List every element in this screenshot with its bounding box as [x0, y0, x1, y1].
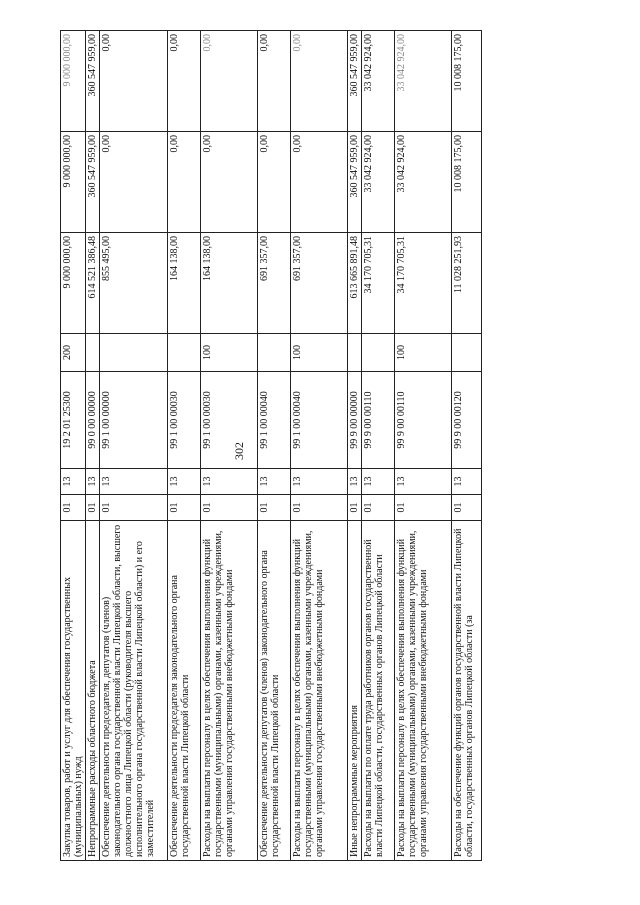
- row-name: Закупка товаров, работ и услуг для обеспечения государственных (муниципальных) нужд: [61, 521, 86, 861]
- row-pr-code: 13: [348, 469, 362, 495]
- row-name: Обеспечение деятельности председателя законодательного органа государственной власти Липецкой области: [168, 521, 201, 861]
- row-gr-code: 01: [61, 495, 86, 521]
- row-gr-code: 01: [452, 495, 482, 521]
- row-vr-code: 100: [201, 334, 258, 372]
- row-amount-2: 360 547 959,00: [348, 132, 362, 233]
- row-csr-code: 99 9 00 00110: [362, 372, 395, 469]
- row-amount-1: 691 357,00: [291, 233, 348, 334]
- table-row: [86, 31, 100, 861]
- row-amount-2: 0,00: [291, 132, 348, 233]
- row-amount-1: 614 521 386,48: [86, 233, 100, 334]
- table-row: [168, 31, 201, 861]
- row-amount-3: 360 547 959,00: [86, 31, 100, 132]
- row-amount-3: 0,00: [258, 31, 291, 132]
- row-amount-1: 691 357,00: [258, 233, 291, 334]
- row-csr-code: 19 2 01 25300: [61, 372, 86, 469]
- row-csr-code: 99 1 00 00040: [258, 372, 291, 469]
- row-amount-1: 855 495,00: [100, 233, 168, 334]
- row-name: Расходы на выплаты персоналу в целях обеспечения выполнения функций государственными (муниципальными) органами, казенными учреждениями, органами управления государственными внебюджетными фондами: [201, 521, 258, 861]
- row-amount-3: 33 042 924,00: [395, 31, 452, 132]
- table-row: [452, 31, 482, 861]
- row-pr-code: 13: [168, 469, 201, 495]
- row-csr-code: 99 1 00 00030: [168, 372, 201, 469]
- row-pr-code: 13: [201, 469, 258, 495]
- budget-table-sheet: [60, 31, 475, 861]
- table-row: [100, 31, 168, 861]
- row-amount-2: 0,00: [258, 132, 291, 233]
- row-amount-1: 9 000 000,00: [61, 233, 86, 334]
- row-amount-3: 0,00: [100, 31, 168, 132]
- table-row: [201, 31, 258, 861]
- row-name: Непрограммные расходы областного бюджета: [86, 521, 100, 861]
- row-gr-code: 01: [168, 495, 201, 521]
- row-pr-code: 13: [395, 469, 452, 495]
- row-vr-code: [168, 334, 201, 372]
- row-pr-code: 13: [291, 469, 348, 495]
- row-amount-2: 0,00: [201, 132, 258, 233]
- row-csr-code: 99 9 00 00000: [348, 372, 362, 469]
- row-amount-3: 360 547 959,00: [348, 31, 362, 132]
- row-amount-1: 34 170 705,31: [362, 233, 395, 334]
- row-vr-code: [362, 334, 395, 372]
- row-vr-code: [258, 334, 291, 372]
- row-vr-code: [86, 334, 100, 372]
- row-amount-2: 33 042 924,00: [395, 132, 452, 233]
- row-pr-code: 13: [100, 469, 168, 495]
- row-gr-code: 01: [201, 495, 258, 521]
- row-pr-code: 13: [258, 469, 291, 495]
- row-pr-code: 13: [362, 469, 395, 495]
- row-pr-code: 13: [86, 469, 100, 495]
- table-row: [348, 31, 362, 861]
- row-vr-code: [348, 334, 362, 372]
- row-amount-1: 11 028 251,93: [452, 233, 482, 334]
- row-gr-code: 01: [395, 495, 452, 521]
- row-name: Иные непрограммные мероприятия: [348, 521, 362, 861]
- table-row: [362, 31, 395, 861]
- row-amount-2: 10 008 175,00: [452, 132, 482, 233]
- row-csr-code: 99 9 00 00110: [395, 372, 452, 469]
- table-row: [61, 31, 86, 861]
- row-pr-code: 13: [61, 469, 86, 495]
- row-amount-1: 164 138,00: [201, 233, 258, 334]
- row-amount-2: 33 042 924,00: [362, 132, 395, 233]
- table-row: [291, 31, 348, 861]
- row-csr-code: 99 9 00 00120: [452, 372, 482, 469]
- row-name: Расходы на выплаты персоналу в целях обеспечения выполнения функций государственными (муниципальными) органами, казенными учреждениями, органами управления государственными внебюджетными фондами: [395, 521, 452, 861]
- row-vr-code: [100, 334, 168, 372]
- row-name: Расходы на обеспечение функций органов государственной власти Липецкой области, государственных органов Липецкой области (за: [452, 521, 482, 861]
- row-amount-1: 613 665 891,48: [348, 233, 362, 334]
- row-name: Обеспечение деятельности депутатов (членов) законодательного органа государственной власти Липецкой области: [258, 521, 291, 861]
- row-gr-code: 01: [86, 495, 100, 521]
- row-gr-code: 01: [291, 495, 348, 521]
- table-row: [395, 31, 452, 861]
- row-name: Расходы на выплаты по оплате труда работников органов государственной власти Липецкой области, государственных органов Липецкой области: [362, 521, 395, 861]
- row-amount-3: 0,00: [291, 31, 348, 132]
- row-csr-code: 99 1 00 00000: [100, 372, 168, 469]
- row-amount-3: 10 008 175,00: [452, 31, 482, 132]
- row-vr-code: 100: [395, 334, 452, 372]
- row-amount-2: 0,00: [100, 132, 168, 233]
- row-amount-1: 34 170 705,31: [395, 233, 452, 334]
- row-csr-code: 99 1 00 00040: [291, 372, 348, 469]
- row-pr-code: 13: [452, 469, 482, 495]
- row-name: Расходы на выплаты персоналу в целях обеспечения выполнения функций государственными (муниципальными) органами, казенными учреждениями, органами управления государственными внебюджетными фондами: [291, 521, 348, 861]
- row-amount-3: 9 000 000,00: [61, 31, 86, 132]
- row-csr-code: 99 0 00 00000: [86, 372, 100, 469]
- row-gr-code: 01: [362, 495, 395, 521]
- row-name: Обеспечение деятельности председателя, депутатов (членов) законодательного органа государственной власти Липецкой области, высшего должностного лица Липецкой области (руководителя высшего исполнительного органа государственной власти Липецкой области) и его заместителей: [100, 521, 168, 861]
- row-amount-2: 360 547 959,00: [86, 132, 100, 233]
- budget-table: [60, 30, 482, 861]
- page-number: 302: [232, 442, 246, 460]
- row-amount-2: 0,00: [168, 132, 201, 233]
- row-vr-code: 200: [61, 334, 86, 372]
- row-gr-code: 01: [258, 495, 291, 521]
- rotated-content: [60, 31, 475, 861]
- row-vr-code: 100: [291, 334, 348, 372]
- row-amount-3: 0,00: [201, 31, 258, 132]
- row-gr-code: 01: [348, 495, 362, 521]
- row-gr-code: 01: [100, 495, 168, 521]
- row-amount-1: 164 138,00: [168, 233, 201, 334]
- row-csr-code: 99 1 00 00030: [201, 372, 258, 469]
- table-row: [258, 31, 291, 861]
- row-amount-2: 9 000 000,00: [61, 132, 86, 233]
- row-vr-code: [452, 334, 482, 372]
- row-amount-3: 33 042 924,00: [362, 31, 395, 132]
- row-amount-3: 0,00: [168, 31, 201, 132]
